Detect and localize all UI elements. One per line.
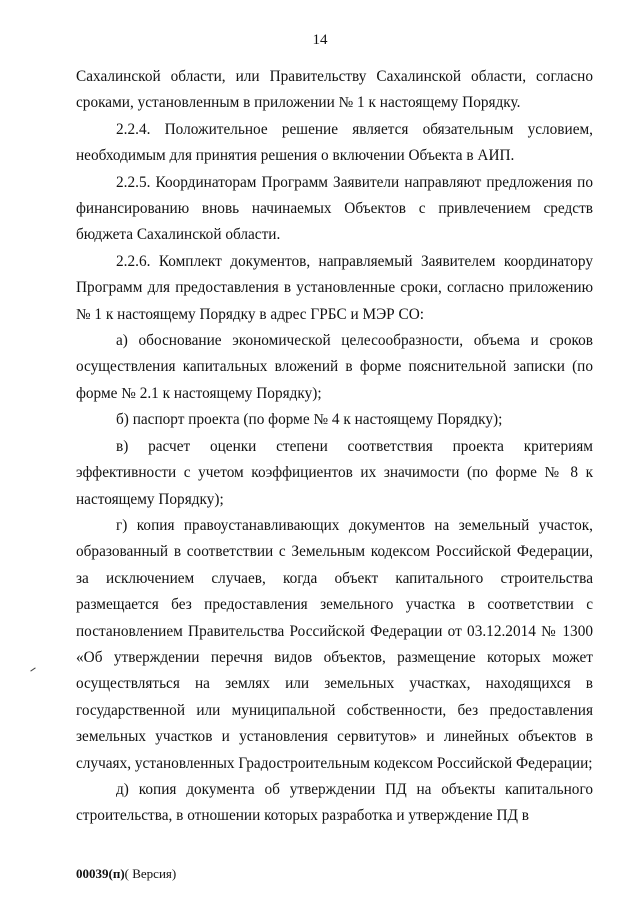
footer-document-code xyxy=(76,866,176,882)
page-number: 14 xyxy=(312,32,328,48)
list-item-v: в) расчет оценки степени соответствия проекта критериям эффективности с учетом коэффициентов их значимости (по форме № 8 к настоящему Порядку); xyxy=(76,437,593,508)
list-item-d: д) копия документа об утверждении ПД на объекты капитального строительства, в отношении которых разработка и утверждение ПД в xyxy=(76,780,593,825)
paragraph-continuation: Сахалинской области, или Правительству Сахалинской области, согласно сроками, установленным в приложении № 1 к настоящему Порядку. xyxy=(76,68,593,112)
paragraph-2-2-4: 2.2.4. Положительное решение является обязательным условием, необходимым для принятия решения о включении Объекта в АИП. xyxy=(76,120,593,165)
paragraph-2-2-5: 2.2.5. Координаторам Программ Заявители направляют предложения по финансированию вновь начинаемых Объектов с привлечением средств бюджета Сахалинской области. xyxy=(76,173,593,244)
list-item-b: б) паспорт проекта (по форме № 4 к настоящему Порядку); xyxy=(116,411,503,429)
list-item-g: г) копия правоустанавливающих документов на земельный участок, образованный в соответствии с Земельным кодексом Российской Федерации, за исключением случаев, когда объект капитального строительства размещается без предоставления земельного участка в соответствии с постановлением Правительства Российской Федерации от 03.12.2014 № 1300 «Об утверждении перечня видов объектов, размещение которых может осуществляться на землях или земельных участках, находящихся в государственной или муниципальной собственности, без предоставления земельных участков и установления сервитутов» и линейных объектов в случаях, установленных Градостроительным кодексом Российской Федерации; xyxy=(76,516,593,772)
document-body xyxy=(76,64,593,830)
paragraph-2-2-6: 2.2.6. Комплект документов, направляемый Заявителем координатору Программ для предоставления в установленные сроки, согласно приложению № 1 к настоящему Порядку в адрес ГРБС и МЭР СО: xyxy=(76,252,593,323)
scan-mark xyxy=(30,667,35,671)
footer-code: 00039(п) xyxy=(76,866,125,881)
footer-version: ( Версия) xyxy=(124,866,177,881)
list-item-a: а) обоснование экономической целесообразности, объема и сроков осуществления капитальных вложений в форме пояснительной записки (по форме № 2.1 к настоящему Порядку); xyxy=(76,332,593,402)
